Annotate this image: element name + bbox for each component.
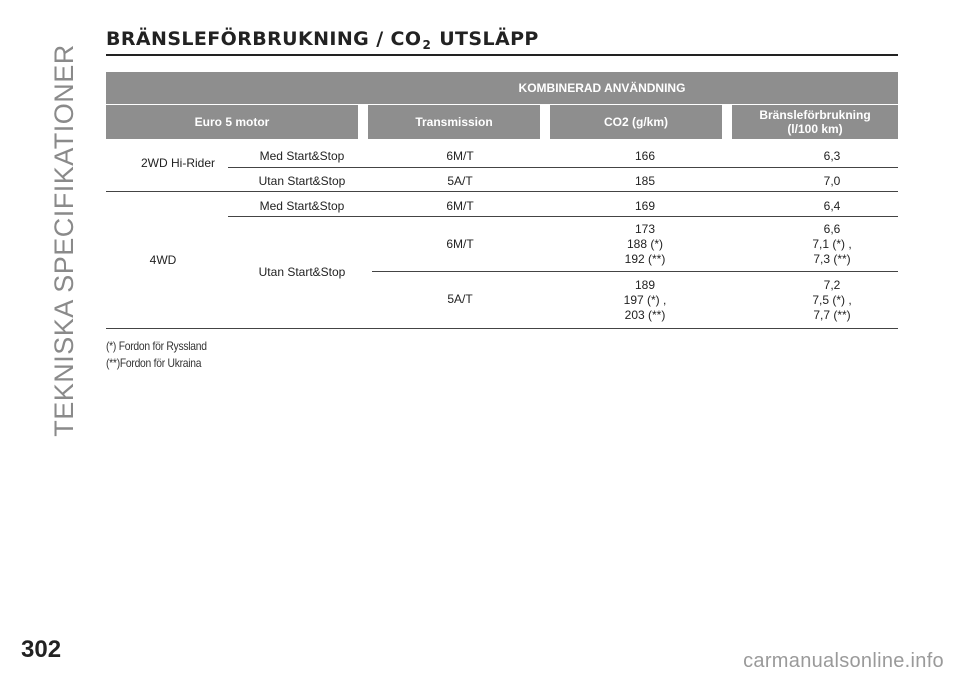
watermark-text: carmanualsonline.info bbox=[743, 650, 944, 672]
row-divider bbox=[372, 271, 898, 272]
table-footnotes bbox=[106, 338, 207, 372]
row-divider bbox=[228, 167, 898, 168]
engine-4wd: 4WD bbox=[149, 253, 177, 267]
row-divider bbox=[228, 216, 898, 217]
fuel-cell: 7,2 7,5 (*) , 7,7 (**) bbox=[812, 278, 852, 322]
fuel-cell: 7,0 bbox=[823, 174, 841, 188]
co2-cell: 189 197 (*) , 203 (**) bbox=[623, 278, 667, 322]
variant-utan-start-stop: Utan Start&Stop bbox=[258, 265, 346, 279]
col-separator bbox=[358, 105, 368, 139]
variant-cell: Med Start&Stop bbox=[259, 149, 345, 163]
col-header-co2: CO2 (g/km) bbox=[603, 115, 668, 129]
col-header-transmission: Transmission bbox=[415, 115, 493, 129]
transmission-cell: 6M/T bbox=[446, 199, 474, 213]
table-band-title: KOMBINERAD ANVÄNDNING bbox=[106, 72, 898, 104]
fuel-consumption-table bbox=[106, 72, 898, 139]
col-header-fuel: Bränsleförbrukning (l/100 km) bbox=[759, 108, 871, 136]
side-section-title: TEKNISKA SPECIFIKATIONER bbox=[48, 43, 79, 437]
page-title: BRÄNSLEFÖRBRUKNING / $CO_2$ UTSLÄPP bbox=[106, 28, 898, 56]
transmission-cell: 5A/T bbox=[447, 292, 473, 306]
footnote: (**)Fordon för Ukraina bbox=[106, 356, 202, 370]
co2-cell: 185 bbox=[634, 174, 656, 188]
co2-cell: 166 bbox=[634, 149, 656, 163]
table-column-headers bbox=[106, 104, 898, 139]
fuel-cell: 6,6 7,1 (*) , 7,3 (**) bbox=[812, 222, 852, 266]
row-divider bbox=[106, 191, 898, 192]
engine-2wd-hi-rider: 2WD Hi-Rider bbox=[140, 156, 215, 170]
co2-cell: 173 188 (*) 192 (**) bbox=[624, 222, 666, 266]
transmission-cell: 5A/T bbox=[447, 174, 473, 188]
footnote: (*) Fordon för Ryssland bbox=[106, 339, 207, 353]
transmission-cell: 6M/T bbox=[446, 149, 474, 163]
col-separator bbox=[540, 105, 550, 139]
variant-cell: Utan Start&Stop bbox=[258, 174, 346, 188]
variant-cell: Med Start&Stop bbox=[259, 199, 345, 213]
transmission-cell: 6M/T bbox=[446, 237, 474, 251]
table-bottom-rule bbox=[106, 328, 898, 329]
fuel-cell: 6,3 bbox=[823, 149, 841, 163]
fuel-cell: 6,4 bbox=[823, 199, 841, 213]
col-separator bbox=[722, 105, 732, 139]
col-header-engine: Euro 5 motor bbox=[194, 115, 270, 129]
co2-cell: 169 bbox=[634, 199, 656, 213]
page-number: 302 bbox=[21, 636, 62, 663]
